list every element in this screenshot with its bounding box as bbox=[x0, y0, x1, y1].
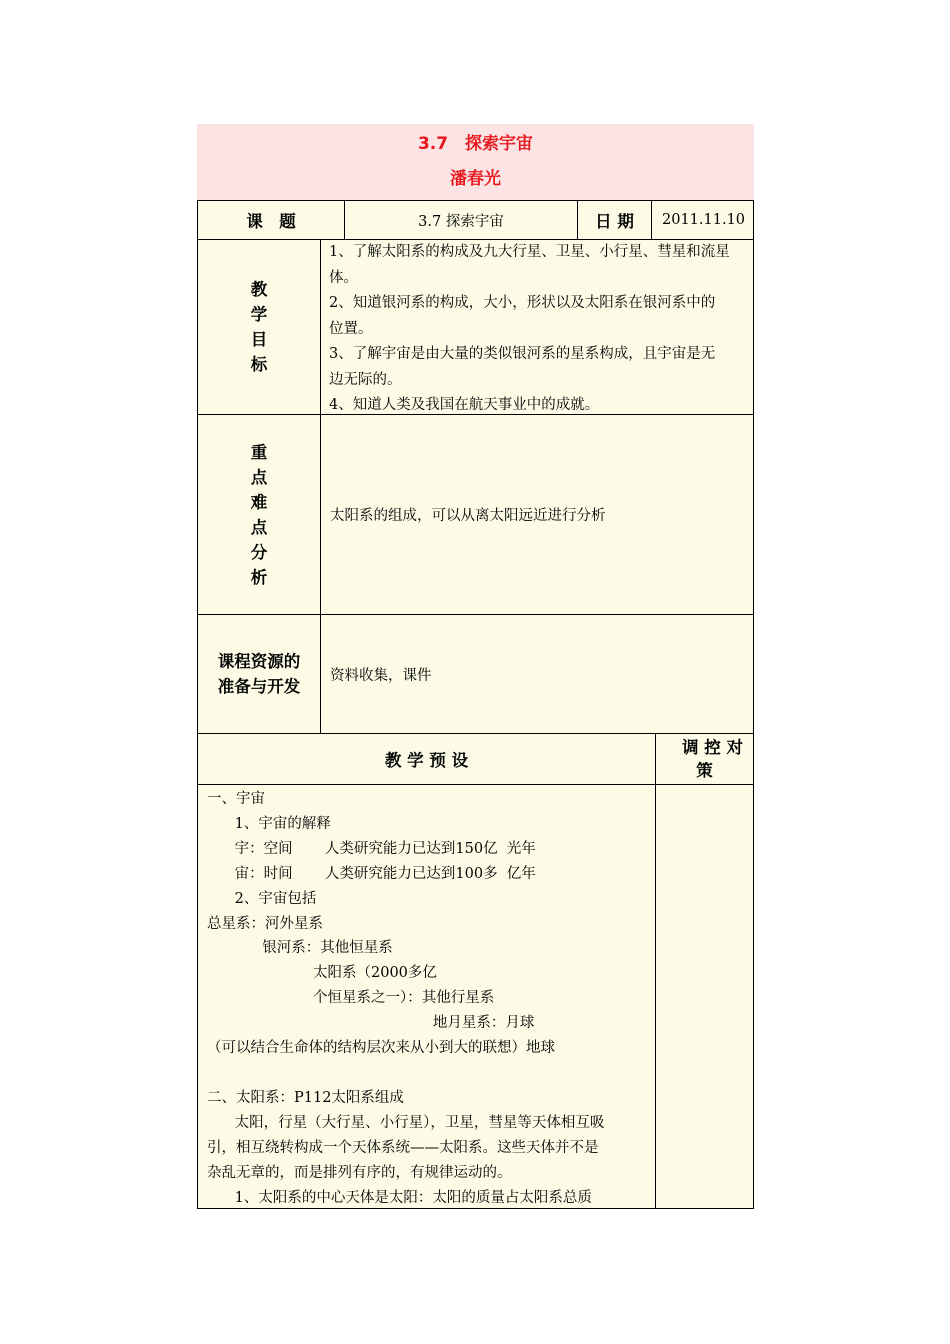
plan-line: 太阳，行星（大行星、小行星），卫星，彗星等天体相互吸 bbox=[207, 1114, 605, 1131]
author-name: 潘春光 bbox=[450, 169, 501, 189]
key-points-label-char: 分 bbox=[250, 542, 268, 562]
key-points-label-char: 析 bbox=[250, 567, 268, 587]
plan-line: （可以结合生命体的结构层次来从小到大的联想）地球 bbox=[207, 1040, 555, 1057]
plan-line bbox=[207, 1061, 655, 1086]
plan-line: 1、太阳系的中心天体是太阳：太阳的质量占太阳系总质 bbox=[207, 1189, 592, 1206]
resources-content bbox=[320, 614, 754, 734]
objectives-label-char: 目 bbox=[250, 330, 268, 349]
objective-line: 3、了解宇宙是由大量的类似银河系的星系构成，且宇宙是无 bbox=[329, 346, 716, 362]
key-points-label-char: 难 bbox=[250, 492, 268, 512]
plan-line: 个恒星系之一）：其他行星系 bbox=[207, 990, 495, 1007]
plan-line: 宇：空间 人类研究能力已达到150亿 光年 bbox=[207, 840, 536, 857]
objectives-label-char: 教 bbox=[250, 280, 268, 299]
resources-label-line: 准备与开发 bbox=[217, 677, 301, 696]
plan-body-content bbox=[197, 784, 656, 1209]
objectives-label bbox=[197, 239, 321, 415]
key-points-label-char: 点 bbox=[250, 517, 268, 537]
plan-line: 银河系：其他恒星系 bbox=[207, 940, 393, 957]
objective-line: 4、知道人类及我国在航天事业中的成就。 bbox=[329, 397, 600, 413]
resources-label bbox=[197, 614, 321, 734]
plan-header-right bbox=[655, 733, 754, 785]
objective-line: 体。 bbox=[329, 269, 358, 286]
plan-line: 杂乱无章的，而是排列有序的，有规律运动的。 bbox=[207, 1164, 512, 1181]
key-points-label bbox=[197, 414, 321, 615]
objective-line: 1、了解太阳系的构成及九大行星、卫星、小行星、彗星和流星 bbox=[329, 244, 730, 260]
key-points-label-char: 重 bbox=[250, 442, 268, 462]
plan-line: 地月星系：月球 bbox=[207, 1015, 535, 1032]
plan-header-left: 教 学 预 设 bbox=[197, 733, 656, 785]
document-title: 3.7 探索宇宙 bbox=[417, 134, 534, 154]
plan-body-adjustments bbox=[655, 784, 754, 1209]
date-label: 日 期 bbox=[577, 200, 652, 240]
plan-header-right-line: 策 bbox=[696, 761, 713, 780]
plan-line: 太阳系（2000多亿 bbox=[207, 965, 437, 982]
resources-label-line: 课程资源的 bbox=[217, 652, 301, 671]
plan-line: 二、太阳系：P112太阳系组成 bbox=[207, 1089, 404, 1106]
key-points-content bbox=[320, 414, 754, 615]
topic-label: 课 题 bbox=[197, 200, 345, 240]
key-points-label-char: 点 bbox=[250, 467, 268, 487]
objectives-label-char: 学 bbox=[250, 305, 268, 324]
objective-line: 边无际的。 bbox=[329, 371, 402, 388]
objectives-label-char: 标 bbox=[250, 355, 268, 374]
document-header bbox=[197, 124, 754, 200]
plan-header-right-line: 调 控 对 bbox=[682, 738, 743, 757]
objectives-content bbox=[320, 239, 754, 415]
date-value bbox=[651, 200, 754, 240]
objective-line: 2、知道银河系的构成，大小，形状以及太阳系在银河系中的 bbox=[329, 295, 716, 311]
plan-line: 2、宇宙包括 bbox=[207, 890, 317, 907]
plan-line: 宙：时间 人类研究能力已达到100多 亿年 bbox=[207, 865, 536, 882]
plan-line: 一、宇宙 bbox=[207, 791, 265, 807]
plan-line: 1、宇宙的解释 bbox=[207, 815, 331, 832]
plan-line: 总星系：河外星系 bbox=[207, 915, 323, 932]
key-points-text: 太阳系的组成，可以从离太阳远近进行分析 bbox=[330, 508, 606, 524]
resources-text: 资料收集，课件 bbox=[330, 667, 432, 684]
date-text: 2011.11.10 bbox=[662, 212, 746, 228]
objective-line: 位置。 bbox=[329, 320, 373, 337]
plan-line: 引，相互绕转构成一个天体系统——太阳系。这些天体并不是 bbox=[207, 1139, 599, 1156]
topic-value: 3.7 探索宇宙 bbox=[344, 200, 578, 240]
